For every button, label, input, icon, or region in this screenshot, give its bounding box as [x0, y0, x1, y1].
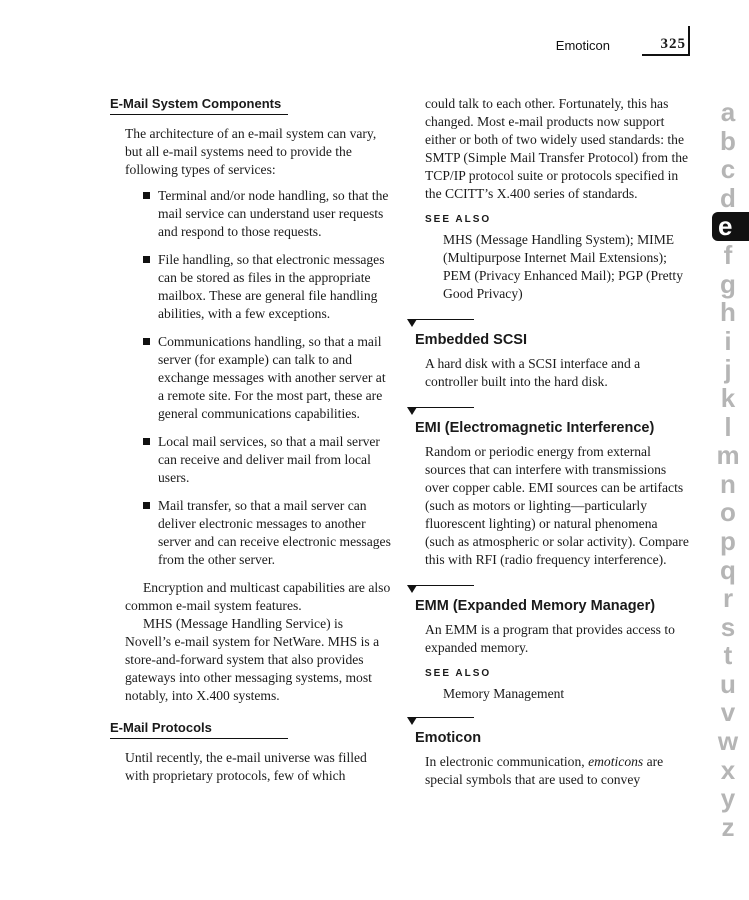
alphabet-tab-r[interactable]: r: [722, 583, 734, 614]
running-header: [0, 36, 690, 56]
services-bullet-list: [110, 187, 392, 569]
alphabet-tab-v[interactable]: v: [720, 697, 736, 728]
alphabet-tab-n[interactable]: n: [720, 468, 736, 499]
alphabet-tab-i[interactable]: i: [724, 325, 732, 356]
alphabet-tab-u[interactable]: u: [720, 668, 736, 699]
paragraph-encryption: Encryption and multicast capabilities are also common e-mail system features.: [125, 580, 391, 613]
alphabet-tab-g[interactable]: g: [720, 268, 736, 299]
alphabet-tab-x[interactable]: x: [720, 754, 736, 785]
entry-body-emoticon: In electronic communication, emoticons are special symbols that are used to convey: [425, 754, 664, 787]
entry-heading-emi: EMI (Electromagnetic Interference): [415, 420, 655, 436]
bullet-square-icon: [143, 438, 150, 445]
bullet-square-icon: [143, 338, 150, 345]
bullet-item: Local mail services, so that a mail server can receive and deliver mail from local users.: [158, 433, 392, 487]
alphabet-tab-p[interactable]: p: [720, 525, 736, 556]
see-also-label: SEE ALSO: [425, 668, 492, 679]
entry-heading-emm: EMM (Expanded Memory Manager): [415, 598, 656, 614]
continuation-paragraph: could talk to each other. Fortunately, this has changed. Most e-mail products now support either or both of two widely used standards: the SMTP (Simple Mail Transfer Protocol) from the TCP/IP protocol suite or protocols specified in the CCITT’s X.400 series of standards.: [425, 96, 689, 201]
alphabet-tab-a[interactable]: a: [720, 97, 736, 127]
section-heading-email-protocols: E-Mail Protocols: [110, 719, 212, 739]
bullet-square-icon: [143, 256, 150, 263]
bullet-item: Terminal and/or node handling, so that the mail service can understand user requests and respond to those requests.: [158, 187, 392, 241]
right-column: [410, 95, 690, 789]
alphabet-thumb-index: [712, 98, 749, 841]
entry-body-embedded-scsi: A hard disk with a SCSI interface and a controller built into the hard disk.: [425, 356, 641, 389]
alphabet-tab-y[interactable]: y: [720, 783, 736, 814]
see-also-label: SEE ALSO: [425, 214, 492, 225]
alphabet-tab-o[interactable]: o: [720, 497, 736, 528]
bullet-item: Mail transfer, so that a mail server can deliver electronic messages to another server and can receive electronic messages from the other server.: [158, 497, 392, 569]
triangle-marker-icon: [407, 319, 417, 327]
alphabet-tab-f[interactable]: f: [723, 239, 733, 270]
bullet-square-icon: [143, 192, 150, 199]
alphabet-tab-c[interactable]: c: [720, 154, 736, 185]
running-title: Emoticon: [555, 38, 610, 53]
alphabet-tab-h[interactable]: h: [720, 297, 736, 328]
section-heading-email-system-components: E-Mail System Components: [110, 95, 281, 115]
left-column: [110, 95, 392, 785]
entry-heading-embedded-scsi: Embedded SCSI: [415, 332, 527, 348]
triangle-marker-icon: [407, 585, 417, 593]
alphabet-tab-d[interactable]: d: [720, 182, 736, 213]
see-also-references: MHS (Message Handling System); MIME (Multipurpose Internet Mail Extensions); PEM (Privacy Enhanced Mail); PGP (Pretty Good Privacy): [443, 232, 683, 301]
paragraph-email-protocols: Until recently, the e-mail universe was filled with proprietary protocols, few of which: [125, 750, 367, 783]
alphabet-tab-k[interactable]: k: [720, 382, 736, 413]
entry-marker: [410, 717, 474, 725]
alphabet-tab-s[interactable]: s: [720, 611, 736, 642]
alphabet-tab-t[interactable]: t: [723, 640, 733, 671]
entry-marker: [410, 319, 474, 327]
see-also-references-emm: Memory Management: [443, 686, 565, 701]
bullet-item: File handling, so that electronic messages can be stored as files in the appropriate mailbox. These are general file handling abilities, with a few exceptions.: [158, 251, 392, 323]
bullet-square-icon: [143, 502, 150, 509]
bullet-item: Communications handling, so that a mail server (for example) can talk to and exchange messages with another server at a remote site. For the most part, these are general communications capabilities.: [158, 333, 392, 423]
alphabet-tab-m[interactable]: m: [716, 440, 740, 471]
header-rule-vertical: [688, 26, 690, 56]
page-number: 325: [660, 36, 686, 52]
entry-heading-emoticon: Emoticon: [415, 730, 482, 746]
triangle-marker-icon: [407, 407, 417, 415]
paragraph-mhs: MHS (Message Handling Service) is Novell’s e-mail system for NetWare. MHS is a store-and-forward system that also provides gateways into other messaging systems, most notably, into X.400 systems.: [125, 616, 380, 703]
entry-marker: [410, 585, 474, 593]
header-rule-horizontal: [642, 54, 690, 56]
triangle-marker-icon: [407, 717, 417, 725]
alphabet-tab-l[interactable]: l: [724, 411, 732, 442]
alphabet-tab-w[interactable]: w: [717, 726, 739, 757]
alphabet-tab-z[interactable]: z: [721, 811, 735, 842]
alphabet-tab-q[interactable]: q: [720, 554, 736, 585]
alphabet-tab-b[interactable]: b: [720, 125, 736, 156]
entry-marker: [410, 407, 474, 415]
section-intro-paragraph: The architecture of an e-mail system can vary, but all e-mail systems need to provide the following types of services:: [125, 126, 377, 177]
alphabet-tab-j[interactable]: j: [724, 354, 732, 385]
entry-body-emm: An EMM is a program that provides access to expanded memory.: [425, 622, 675, 655]
entry-body-emi: Random or periodic energy from external sources that can interfere with transmissions over copper cable. EMI sources can be artifacts (such as motors or lighting—particularly fluorescent lighting) or natural phenomena (such as atmospheric or solar activity). Compare this with RFI (radio frequency interference).: [425, 444, 689, 567]
alphabet-tab-e[interactable]: e: [712, 212, 749, 241]
